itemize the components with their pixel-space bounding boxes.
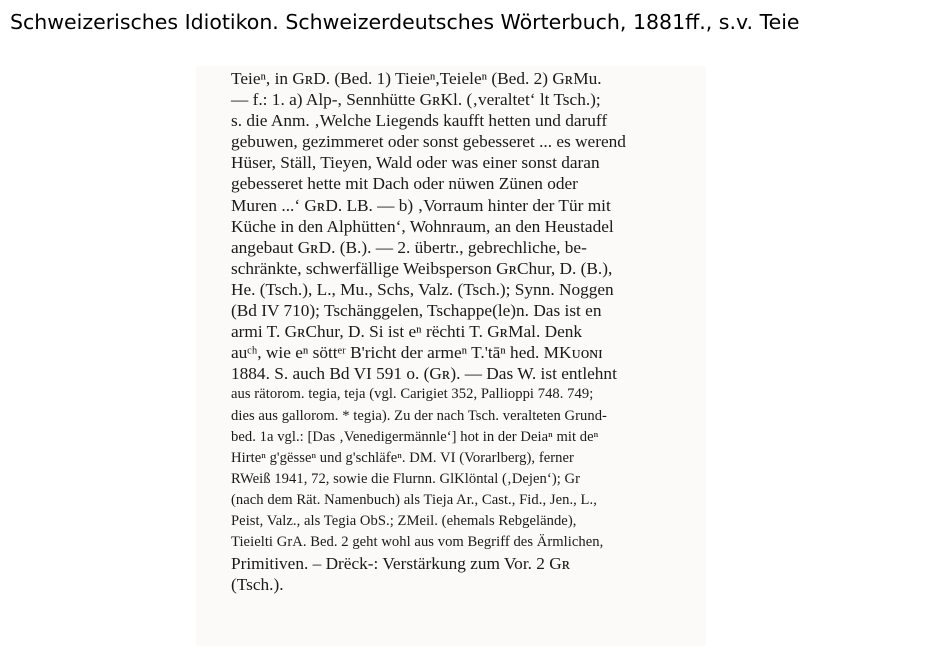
entry-line: angebaut GʀD. (B.). — 2. übertr., gebrechliche, be- xyxy=(231,237,587,257)
entry-line-note: Hirteⁿ g'gësseⁿ und g'schläfeⁿ. DM. VI (Vorarlberg), ferner xyxy=(231,449,574,466)
entry-line-note: Tieielti GrA. Bed. 2 geht wohl aus vom Begriff des Ärmlichen, xyxy=(231,534,604,551)
entry-line: Teieⁿ, in GʀD. (Bed. 1) Tieieⁿ,Teieleⁿ (Bed. 2) GʀMu. xyxy=(231,69,602,88)
entry-line: Hüser, Ställ, Tieyen, Wald oder was einer sonst daran xyxy=(231,153,600,173)
entry-line: schränkte, schwerfällige Weibsperson GʀChur, D. (B.), xyxy=(231,258,613,278)
dictionary-entry-scan xyxy=(196,66,706,646)
entry-line: — f.: 1. a) Alp-, Sennhütte GʀKl. (‚veraltet‘ lt Tsch.); xyxy=(231,90,601,110)
entry-line: 1884. S. auch Bd VI 591 o. (Gʀ). — Das W. ist entlehnt xyxy=(231,364,617,384)
entry-line: Primitiven. – Drëck-: Verstärkung zum Vor. 2 Gʀ xyxy=(231,554,571,574)
entry-line-note: bed. 1a vgl.: [Das ‚Venedigermännle‘] hot in der Deiaⁿ mit deⁿ xyxy=(231,428,599,445)
entry-line-note: (nach dem Rät. Namenbuch) als Tieja Ar., Cast., Fid., Jen., L., xyxy=(231,491,597,508)
entry-line: auᶜʰ, wie eⁿ söttᵉʳ B'richt der armeⁿ T.'tāⁿ hed. MKᴜᴏɴɪ xyxy=(231,343,603,363)
entry-line: (Bd IV 710); Tschänggelen, Tschappe(le)n. Das ist en xyxy=(231,301,602,321)
entry-line-note: RWeiß 1941, 72, sowie die Flurnn. GlKlöntal (‚Dejen‘); Gr xyxy=(231,470,581,487)
entry-line: s. die Anm. ‚Welche Liegends kaufft hetten und daruff xyxy=(231,111,608,131)
entry-line: (Tsch.). xyxy=(231,575,284,595)
entry-line: gebuwen, gezimmeret oder sonst gebesseret ... es werend xyxy=(231,132,626,152)
entry-line-note: aus rätorom. tegia, teja (vgl. Carigiet 352, Pallioppi 748. 749; xyxy=(231,386,594,403)
page-title: Schweizerisches Idiotikon. Schweizerdeutsches Wörterbuch, 1881ff., s.v. Teie xyxy=(10,10,800,34)
entry-line: He. (Tsch.), L., Mu., Schs, Valz. (Tsch.); Synn. Noggen xyxy=(231,279,614,299)
entry-line: Küche in den Alphütten‘, Wohnraum, an den Heustadel xyxy=(231,216,614,236)
entry-line: armi T. GʀChur, D. Si ist eⁿ rëchti T. GʀMal. Denk xyxy=(231,322,583,342)
dictionary-entry-text xyxy=(231,68,731,595)
entry-line-note: Peist, Valz., als Tegia ObS.; ZMeil. (ehemals Rebgelände), xyxy=(231,512,577,529)
entry-line: Muren ...‘ GʀD. LB. — b) ‚Vorraum hinter der Tür mit xyxy=(231,195,611,215)
entry-line: gebesseret hette mit Dach oder nüwen Zünen oder xyxy=(231,174,578,194)
entry-line-note: dies aus gallorom. * tegia). Zu der nach Tsch. veralteten Grund- xyxy=(231,407,607,424)
